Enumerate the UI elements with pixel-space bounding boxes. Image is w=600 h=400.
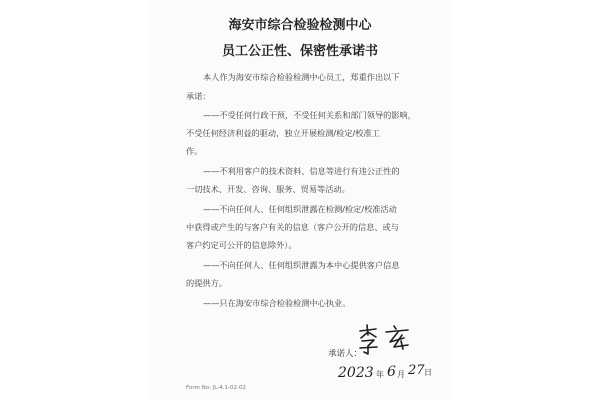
item-2-line-2: 一切技术、开发、咨询、服务、贸易等活动。 xyxy=(186,184,350,194)
item-3-line-2: 中获得或产生的与客户有关的信息（客户公开的信息、或与 xyxy=(186,222,399,232)
signer-label: 承诺人： xyxy=(328,349,363,359)
handwritten-signature xyxy=(356,323,416,357)
intro-line-1: 本人作为海安市综合检验检测中心员工，郑重作出以下 xyxy=(203,72,400,82)
date-day: 27 xyxy=(408,363,425,378)
form-number: Form No: JL-4.1-02-02 xyxy=(186,385,246,391)
item-1-line-2: 不受任何经济利益的驱动，独立开展检测/检定/校准工 xyxy=(186,128,380,138)
date-day-unit: 日 xyxy=(424,368,432,377)
item-1-line-3: 作。 xyxy=(186,146,203,156)
item-4-line-2: 的提供方。 xyxy=(186,278,227,288)
date-year-unit: 年 xyxy=(376,370,384,379)
item-4-line-1: ——不向任何人、任何组织泄露为本中心提供客户信息 xyxy=(203,260,400,270)
document-subtitle: 员工公正性、保密性承诺书 xyxy=(221,44,378,59)
date-month-unit: 月 xyxy=(397,370,405,379)
date-year: 2023 xyxy=(338,365,374,381)
item-1-line-1: ——不受任何行政干预，不受任何关系和部门领导的影响， xyxy=(203,110,416,120)
date-month: 6 xyxy=(387,364,396,380)
item-5-line-1: ——只在海安市综合检验检测中心执业。 xyxy=(203,298,351,308)
item-3-line-3: 客户约定可公开的信息除外）。 xyxy=(186,240,297,250)
item-3-line-1: ——不向任何人、任何组织泄露在检测/检定/校准活动 xyxy=(203,204,397,214)
intro-line-2: 承诺： xyxy=(186,91,211,101)
item-2-line-1: ——不利用客户的技术资料、信息等进行有违公正性的 xyxy=(203,166,400,176)
document-title: 海安市综合检验检测中心 xyxy=(228,18,372,33)
handwritten-date xyxy=(336,360,436,386)
